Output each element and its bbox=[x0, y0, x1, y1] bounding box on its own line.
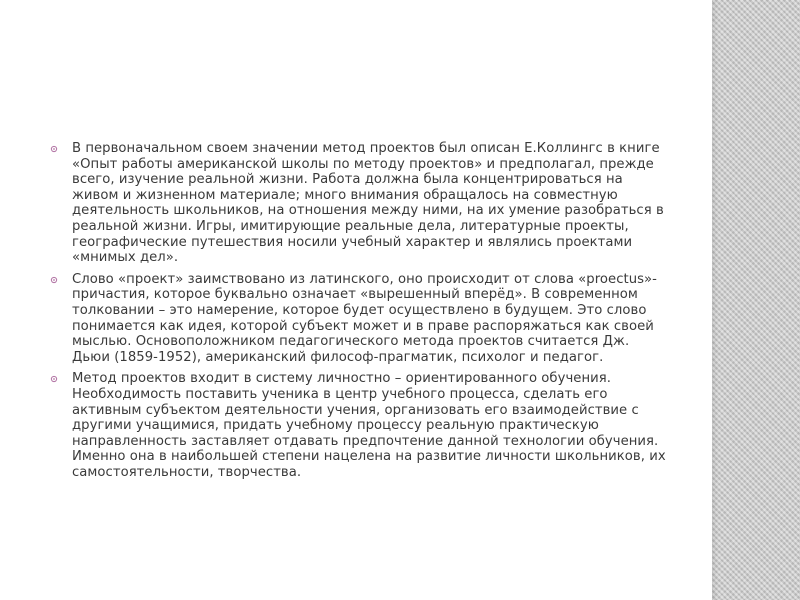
bullet-list bbox=[50, 141, 670, 486]
side-band-shadow bbox=[712, 0, 718, 600]
circle-outline-bullet-icon bbox=[50, 375, 60, 383]
paragraph-text: Метод проектов входит в систему личностно – ориентированного обучения. Необходимость поставить ученика в центр учебного процесса, сделать его активным субъектом деятельности учения, организовать его взаимодействие с другими учащимися, придать учебному процессу реальную практическую направленность заставляет отдавать предпочтение данной технологии обучения. Именно она в наибольшей степени нацелена на развитие личности школьников, их самостоятельности, творчества. bbox=[72, 371, 666, 480]
circle-outline-bullet-icon bbox=[50, 145, 60, 153]
decorative-side-band bbox=[712, 0, 800, 600]
paragraph-text: В первоначальном своем значении метод проектов был описан Е.Коллингс в книге «Опыт работы американской школы по методу проектов» и предполагал, прежде всего, изучение реальной жизни. Работа должна была концентрироваться на живом и жизненном материале; много внимания обращалось на совместную деятельность школьников, на отношения между ними, на их умение разобраться в реальной жизни. Игры, имитирующие реальные дела, литературные проекты, географические путешествия носили учебный характер и являлись проектами «мнимых дел». bbox=[72, 141, 664, 266]
paragraph-text: Слово «проект» заимствовано из латинского, оно происходит от слова «proectus»-причастия, которое буквально означает «вырешенный вперёд». В современном толковании – это намерение, которое будет осуществлено в будущем. Это слово понимается как идея, которой субъект может и в праве распоряжаться как своей мыслью. Основоположником педагогического метода проектов считается Дж. Дьюи (1859-1952), американский философ-прагматик, психолог и педагог. bbox=[72, 271, 657, 365]
circle-outline-bullet-icon bbox=[50, 276, 60, 284]
list-item bbox=[50, 272, 670, 366]
list-item bbox=[50, 371, 670, 480]
list-item bbox=[50, 141, 670, 266]
